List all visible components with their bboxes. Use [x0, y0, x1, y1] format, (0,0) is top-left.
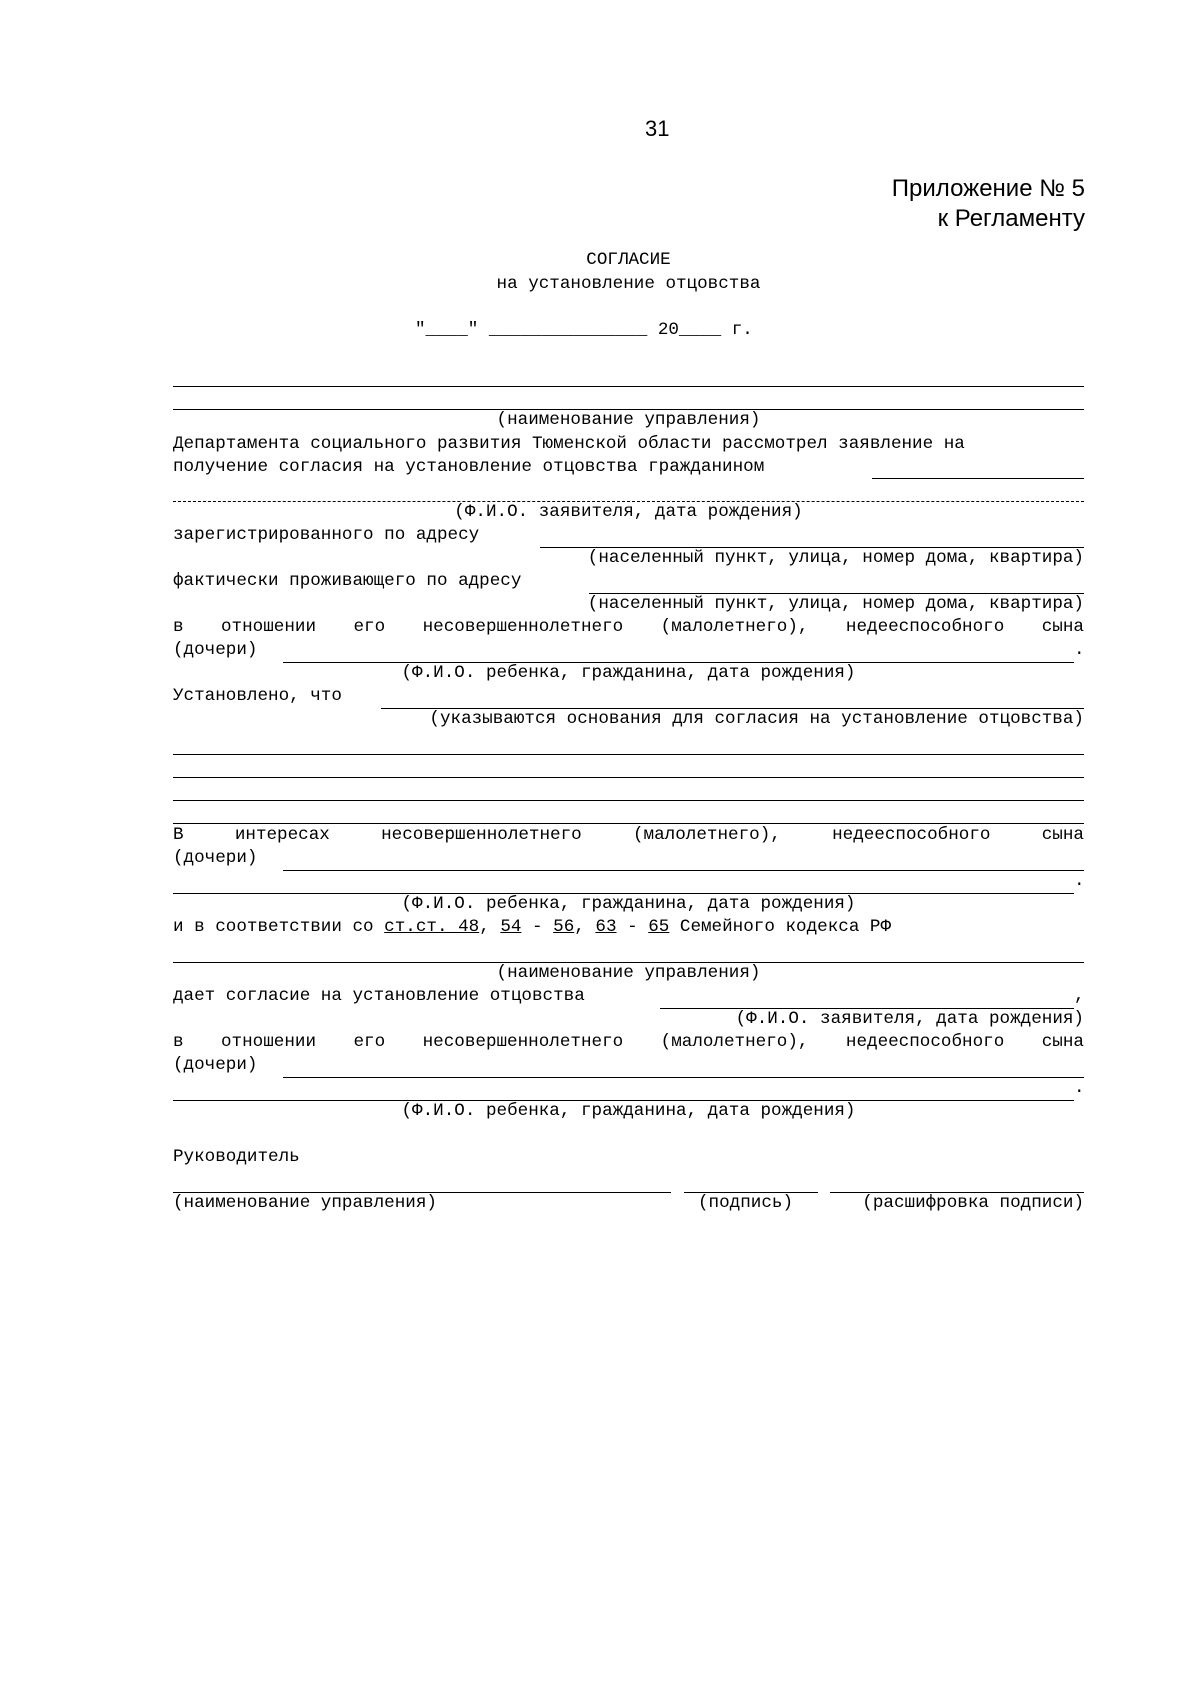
address-caption: (населенный пункт, улица, номер дома, квартира) — [587, 548, 1084, 568]
grounds-line — [173, 823, 1084, 824]
appendix-reference: к Регламенту — [937, 205, 1085, 232]
child-name-line — [283, 870, 1084, 871]
document-subtitle: на установление отцовства — [496, 274, 761, 294]
child-caption: (Ф.И.О. ребенка, гражданина, дата рождения) — [401, 894, 856, 914]
comma-mark: , — [1074, 986, 1085, 1006]
date-line: "____" _______________ 20____ г. — [415, 320, 753, 340]
consent-text: дает согласие на установление отцовства — [173, 986, 585, 1006]
law-link[interactable]: 63 — [595, 917, 617, 937]
paragraph-text: получение согласия на установление отцовства гражданином — [173, 457, 765, 477]
department-caption: (наименование управления) — [496, 963, 761, 983]
law-link[interactable]: 65 — [648, 917, 670, 937]
signature-decoding-caption: (расшифровка подписи) — [862, 1193, 1084, 1213]
living-label: фактически проживающего по адресу — [173, 571, 522, 591]
period-mark: . — [1074, 871, 1085, 891]
child-name-line — [283, 1077, 1084, 1078]
head-label: Руководитель — [173, 1147, 300, 1167]
child-caption: (Ф.И.О. ребенка, гражданина, дата рождения) — [401, 1101, 856, 1121]
applicant-name-line — [872, 478, 1084, 479]
department-caption: (наименование управления) — [496, 410, 761, 430]
document-title: СОГЛАСИЕ — [586, 250, 671, 270]
applicant-caption: (Ф.И.О. заявителя, дата рождения) — [735, 1009, 1084, 1029]
registered-label: зарегистрированного по адресу — [173, 525, 480, 545]
child-caption: (Ф.И.О. ребенка, гражданина, дата рождения) — [401, 663, 856, 683]
relation-text: в отношении его несовершеннолетнего (малолетнего), недееспособного сына — [173, 617, 1084, 637]
grounds-caption: (указываются основания для согласия на установление отцовства) — [429, 709, 1084, 729]
period-mark: . — [1074, 640, 1085, 660]
law-link[interactable]: 54 — [500, 917, 522, 937]
grounds-line — [173, 754, 1084, 755]
paragraph-text: Департамента социального развития Тюменской области рассмотрел заявление на — [173, 434, 965, 454]
appendix-number: Приложение № 5 — [891, 175, 1085, 202]
established-label: Установлено, что — [173, 686, 342, 706]
signature-department-caption: (наименование управления) — [173, 1193, 437, 1213]
department-line — [173, 386, 1084, 387]
daughter-label: (дочери) — [173, 1055, 258, 1075]
accordance-text: и в соответствии со ст.ст. 48, 54 - 56, 63 - 65 Семейного кодекса РФ — [173, 917, 892, 937]
signature-caption: (подпись) — [698, 1193, 794, 1213]
relation-text: в отношении его несовершеннолетнего (малолетнего), недееспособного сына — [173, 1032, 1084, 1052]
law-link[interactable]: 56 — [553, 917, 575, 937]
interest-text: В интересах несовершеннолетнего (малолетнего), недееспособного сына — [173, 825, 1084, 845]
grounds-line — [173, 777, 1084, 778]
page-number: 31 — [645, 116, 670, 141]
applicant-caption: (Ф.И.О. заявителя, дата рождения) — [454, 502, 803, 522]
address-caption: (населенный пункт, улица, номер дома, квартира) — [587, 594, 1084, 614]
daughter-label: (дочери) — [173, 848, 258, 868]
law-link[interactable]: ст.ст. 48 — [384, 917, 480, 937]
period-mark: . — [1074, 1078, 1085, 1098]
grounds-line — [173, 800, 1084, 801]
daughter-label: (дочери) — [173, 640, 258, 660]
